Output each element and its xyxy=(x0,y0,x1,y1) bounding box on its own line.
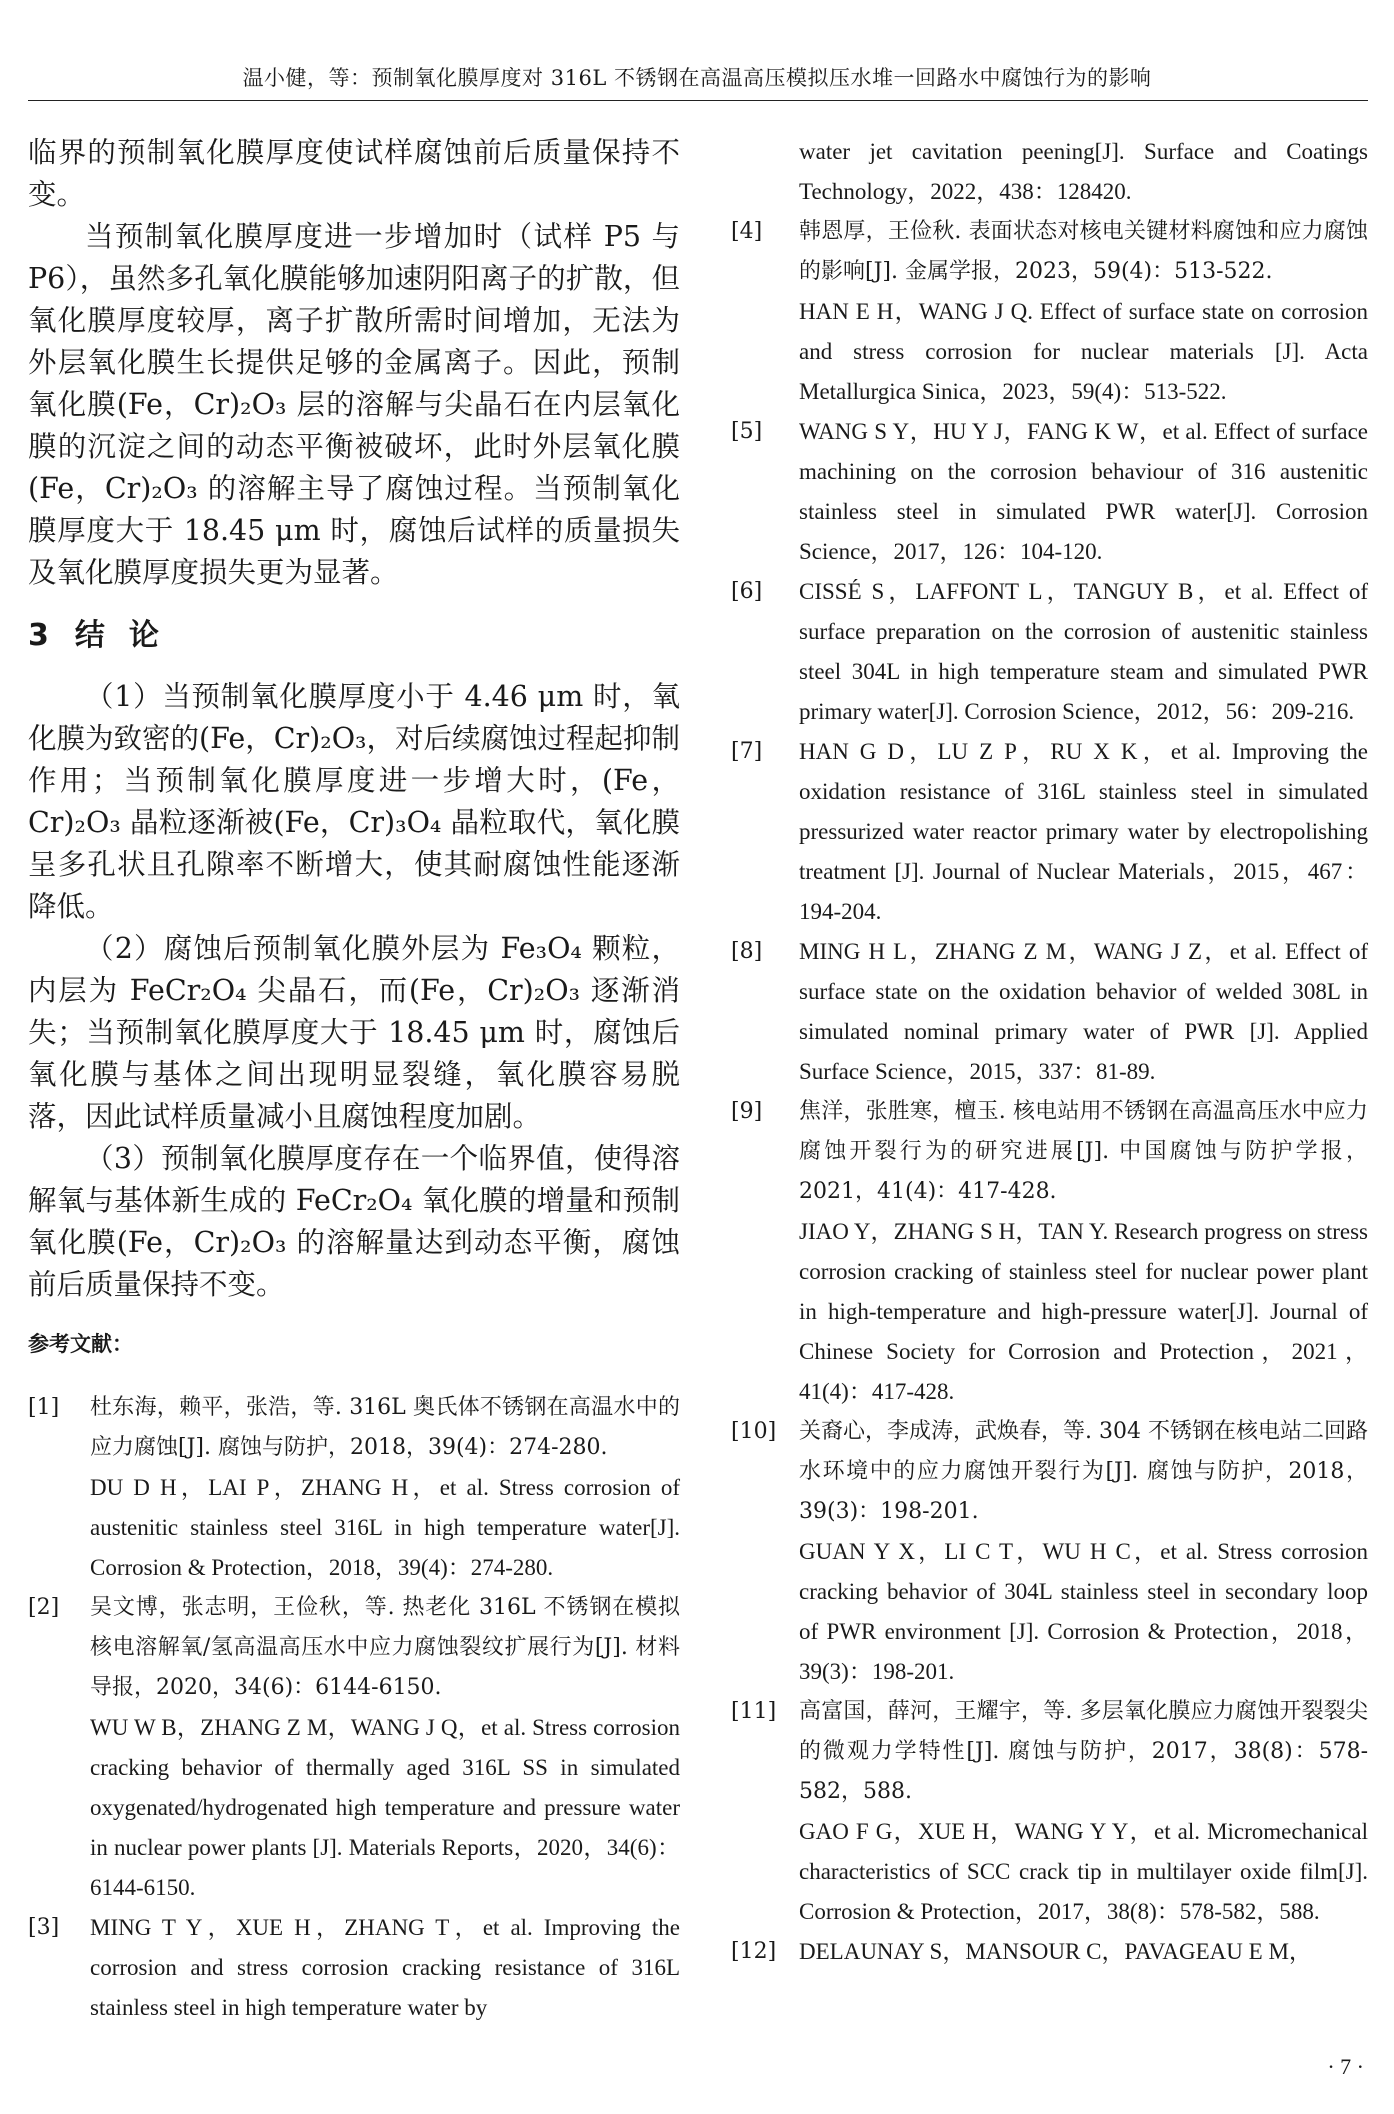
reference-en: HAN E H，WANG J Q. Effect of surface state on corrosion and stress corrosion for nuclear materials [J]. Acta Metallurgica Sinica，2023，59(4)：513-522. xyxy=(799,299,1368,404)
reference-number: [2] xyxy=(28,1595,60,1620)
reference-entry xyxy=(731,1412,1368,1692)
reference-entry xyxy=(731,132,1368,212)
reference-entry xyxy=(28,1588,680,1908)
reference-number: [11] xyxy=(731,1699,777,1724)
conclusion-item: （1）当预制氧化膜厚度小于 4.46 μm 时，氧化膜为致密的(Fe，Cr)₂O₃，对后续腐蚀过程起抑制作用；当预制氧化膜厚度进一步增大时，(Fe，Cr)₂O₃ 晶粒逐渐被(Fe，Cr)₃O₄ 晶粒取代，氧化膜呈多孔状且孔隙率不断增大，使其耐腐蚀性能逐渐降低。 xyxy=(28,680,680,923)
reference-entry xyxy=(731,1692,1368,1932)
reference-en: JIAO Y，ZHANG S H，TAN Y. Research progress on stress corrosion cracking of stainless steel for nuclear power plant in high-temperature and high-pressure water[J]. Journal of Chinese Society for Corrosion and Protection，2021，41(4)：417-428. xyxy=(799,1219,1368,1404)
reference-en: WU W B，ZHANG Z M，WANG J Q，et al. Stress corrosion cracking behavior of thermally aged 316L SS in simulated oxygenated/hydrogenated high temperature and pressure water in nuclear power plants [J]. Materials Reports，2020，34(6)：6144-6150. xyxy=(90,1715,680,1900)
reference-entry xyxy=(731,1932,1368,1972)
reference-cn: 杜东海，赖平，张浩，等. 316L 奥氏体不锈钢在高温水中的应力腐蚀[J]. 腐蚀与防护，2018，39(4)：274-280. xyxy=(90,1395,680,1460)
left-column xyxy=(28,132,680,2028)
reference-cn: 吴文博，张志明，王俭秋，等. 热老化 316L 不锈钢在模拟核电溶解氧/氢高温高压水中应力腐蚀裂纹扩展行为[J]. 材料导报，2020，34(6)：6144-6150. xyxy=(90,1595,680,1700)
reference-number xyxy=(731,132,799,212)
reference-entry xyxy=(731,1092,1368,1412)
conclusion-item: （2）腐蚀后预制氧化膜外层为 Fe₃O₄ 颗粒，内层为 FeCr₂O₄ 尖晶石，而(Fe，Cr)₂O₃ 逐渐消失；当预制氧化膜厚度大于 18.45 μm 时，腐蚀后氧化膜与基体之间出现明显裂缝，氧化膜容易脱落，因此试样质量减小且腐蚀程度加剧。 xyxy=(28,932,680,1133)
reference-number: [10] xyxy=(731,1419,777,1444)
reference-entry xyxy=(731,732,1368,932)
reference-cn: 高富国，薛河，王耀宇，等. 多层氧化膜应力腐蚀开裂裂尖的微观力学特性[J]. 腐蚀与防护，2017，38(8)：578-582，588. xyxy=(799,1699,1368,1804)
running-header: 温小健，等：预制氧化膜厚度对 316L 不锈钢在高温高压模拟压水堆一回路水中腐蚀行为的影响 xyxy=(242,66,1152,90)
body-paragraph: 当预制氧化膜厚度进一步增加时（试样 P5 与 P6），虽然多孔氧化膜能够加速阴阳离子的扩散，但氧化膜厚度较厚，离子扩散所需时间增加，无法为外层氧化膜生长提供足够的金属离子。因此，预制氧化膜(Fe，Cr)₂O₃ 层的溶解与尖晶石在内层氧化膜的沉淀之间的动态平衡被破坏，此时外层氧化膜(Fe，Cr)₂O₃ 的溶解主导了腐蚀过程。当预制氧化膜厚度大于 18.45 μm 时，腐蚀后试样的质量损失及氧化膜厚度损失更为显著。 xyxy=(28,220,680,589)
reference-number: [5] xyxy=(731,419,763,444)
reference-entry xyxy=(731,212,1368,412)
reference-entry xyxy=(731,932,1368,1092)
reference-cn: 韩恩厚，王俭秋. 表面状态对核电关键材料腐蚀和应力腐蚀的影响[J]. 金属学报，2023，59(4)：513-522. xyxy=(799,219,1368,284)
section-title: 结论 xyxy=(74,618,183,653)
reference-cn: 焦洋，张胜寒，檀玉. 核电站用不锈钢在高温高压水中应力腐蚀开裂行为的研究进展[J]. 中国腐蚀与防护学报，2021，41(4)：417-428. xyxy=(799,1099,1368,1204)
reference-number: [4] xyxy=(731,219,763,244)
reference-entry xyxy=(28,1388,680,1588)
page-number: · 7 · xyxy=(1327,2054,1364,2079)
body-paragraph: 临界的预制氧化膜厚度使试样腐蚀前后质量保持不变。 xyxy=(28,136,680,211)
right-column xyxy=(731,132,1368,1972)
reference-en: GAO F G，XUE H，WANG Y Y，et al. Micromechanical characteristics of SCC crack tip in multilayer oxide film[J]. Corrosion & Protection，2017，38(8)：578-582，588. xyxy=(799,1819,1368,1924)
reference-number: [3] xyxy=(28,1915,60,1940)
reference-en: DU D H，LAI P，ZHANG H，et al. Stress corrosion of austenitic stainless steel 316L in high temperature water[J]. Corrosion & Protection，2018，39(4)：274-280. xyxy=(90,1475,680,1580)
reference-en: DELAUNAY S，MANSOUR C，PAVAGEAU E M， xyxy=(799,1939,1312,1964)
reference-en: WANG S Y，HU Y J，FANG K W，et al. Effect of surface machining on the corrosion behaviour of 316 austenitic stainless steel in simulated PWR water[J]. Corrosion Science，2017，126：104-120. xyxy=(799,419,1368,564)
conclusion-item: （3）预制氧化膜厚度存在一个临界值，使得溶解氧与基体新生成的 FeCr₂O₄ 氧化膜的增量和预制氧化膜(Fe，Cr)₂O₃ 的溶解量达到动态平衡，腐蚀前后质量保持不变。 xyxy=(28,1142,680,1301)
section-heading xyxy=(28,614,680,658)
reference-en: MING H L，ZHANG Z M，WANG J Z，et al. Effect of surface state on the oxidation behavior of welded 308L in simulated nominal primary water of PWR [J]. Applied Surface Science，2015，337：81-89. xyxy=(799,939,1368,1084)
reference-en: water jet cavitation peening[J]. Surface and Coatings Technology，2022，438：128420. xyxy=(799,139,1368,204)
section-number: 3 xyxy=(28,618,49,653)
reference-number: [7] xyxy=(731,739,763,764)
reference-cn: 关裔心，李成涛，武焕春，等. 304 不锈钢在核电站二回路水环境中的应力腐蚀开裂行为[J]. 腐蚀与防护，2018，39(3)：198-201. xyxy=(799,1419,1368,1524)
reference-number: [12] xyxy=(731,1939,777,1964)
reference-entry xyxy=(731,412,1368,572)
reference-en: GUAN Y X，LI C T，WU H C，et al. Stress corrosion cracking behavior of 304L stainless steel in secondary loop of PWR environment [J]. Corrosion & Protection，2018，39(3)：198-201. xyxy=(799,1539,1368,1684)
reference-en: CISSÉ S，LAFFONT L，TANGUY B，et al. Effect of surface preparation on the corrosion of austenitic stainless steel 304L in high temperature steam and simulated PWR primary water[J]. Corrosion Science，2012，56：209-216. xyxy=(799,579,1368,724)
reference-number: [8] xyxy=(731,939,763,964)
reference-en: MING T Y，XUE H，ZHANG T，et al. Improving the corrosion and stress corrosion cracking resistance of 316L stainless steel in high temperature water by xyxy=(90,1915,680,2020)
references-heading: 参考文献： xyxy=(28,1332,133,1356)
header-rule xyxy=(28,100,1368,101)
reference-number: [6] xyxy=(731,579,763,604)
reference-number: [1] xyxy=(28,1395,60,1420)
reference-entry xyxy=(28,1908,680,2028)
reference-en: HAN G D，LU Z P，RU X K，et al. Improving the oxidation resistance of 316L stainless steel in simulated pressurized water reactor primary water by electropolishing treatment [J]. Journal of Nuclear Materials，2015，467：194-204. xyxy=(799,739,1368,924)
reference-entry xyxy=(731,572,1368,732)
reference-number: [9] xyxy=(731,1099,763,1124)
